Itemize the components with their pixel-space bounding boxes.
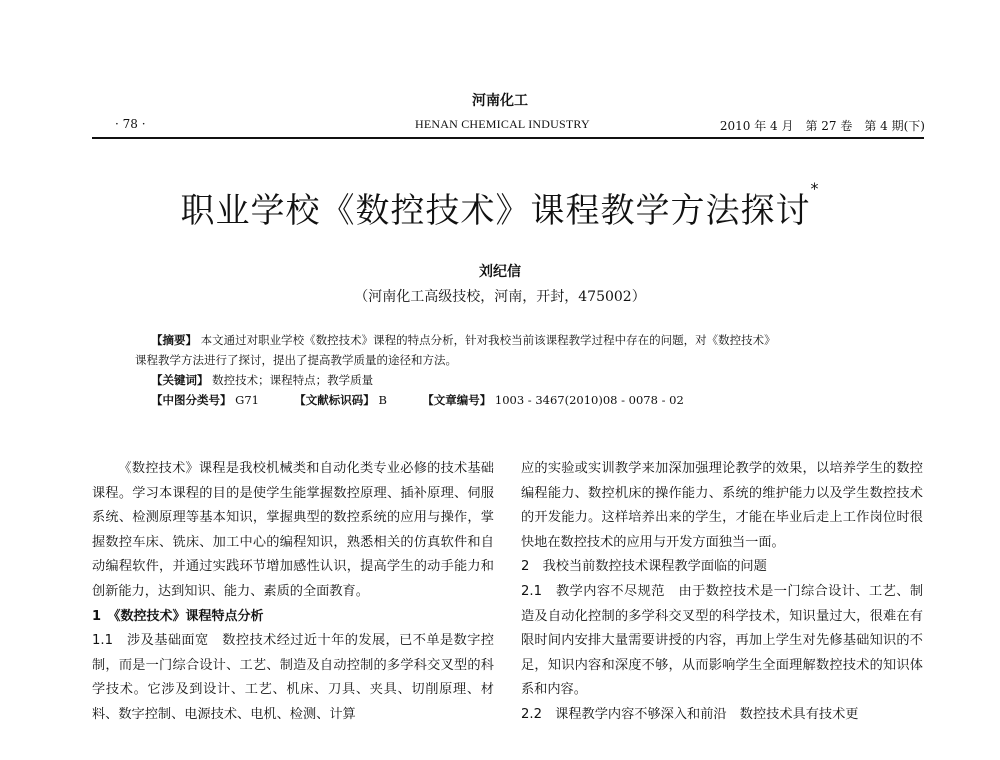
keywords-text: 数控技术；课程特点；教学质量 [212, 373, 374, 387]
article-no-value: 1003 - 3467(2010)08 - 0078 - 02 [494, 393, 684, 407]
section-2-2-paragraph [521, 703, 923, 728]
abstract-line-1 [135, 330, 895, 350]
keywords-label: 【关键词】 [151, 373, 209, 387]
abstract-text-2: 课程教学方法进行了探讨，提出了提高教学质量的途径和方法。 [135, 353, 457, 367]
classification-row [135, 390, 895, 410]
body-column-left [92, 457, 494, 728]
body-column-right [521, 457, 923, 728]
abstract-block [135, 330, 895, 410]
section-2-heading: 2 我校当前数控技术课程教学面临的问题 [521, 559, 767, 575]
section-1-1-text: 数控技术经过近十年的发展，已不单是数字控制，而是一门综合设计、工艺、制造及自动控制的多学科交叉型的科学技术。它涉及到设计、工艺、机床、刀具、夹具、切削原理、材料、数字控制、电源技术、电机、检测、计算 [92, 633, 494, 722]
section-1-1-heading: 1.1 涉及基础面宽 [92, 633, 209, 649]
section-1-1-paragraph [92, 629, 494, 727]
abstract-label: 【摘要】 [151, 333, 197, 347]
section-2-1-heading: 2.1 教学内容不尽规范 [521, 583, 665, 599]
clc-value: G71 [235, 393, 259, 407]
author-affiliation: （河南化工高级技校，河南，开封，475002） [354, 289, 646, 305]
continued-paragraph: 应的实验或实训教学来加深加强理论教学的效果，以培养学生的数控编程能力、数控机床的操作能力、系统的维护能力以及学生数控技术的开发能力。这样培养出来的学生，才能在毕业后走上工作岗位时很快地在数控技术的应用与开发方面独当一面。 [521, 461, 923, 550]
section-2-1-paragraph [521, 580, 923, 703]
abstract-line-2 [135, 350, 895, 370]
section-2-2-text: 数控技术具有技术更 [739, 706, 859, 722]
article-title-text: 职业学校《数控技术》课程教学方法探讨 [180, 191, 811, 231]
article-no-label: 【文章编号】 [422, 393, 492, 407]
author-name: 刘纪信 [479, 264, 521, 280]
journal-name-en: HENAN CHEMICAL INDUSTRY [415, 117, 590, 131]
title-footnote-mark: * [810, 179, 820, 198]
section-2-1-text: 由于数控技术是一门综合设计、工艺、制造及自动化控制的多学科交叉型的科学技术，知识量过大，很难在有限时间内安排大量需要讲授的内容，再加上学生对先修基础知识的不足，知识内容和深度不够，从而影响学生全面理解数控技术的知识体系和内容。 [521, 583, 924, 698]
doc-code-label: 【文献标识码】 [294, 393, 375, 407]
abstract-text-1: 本文通过对职业学校《数控技术》课程的特点分析，针对我校当前该课程教学过程中存在的问题，对《数控技术》 [200, 333, 776, 347]
clc-label: 【中图分类号】 [151, 393, 232, 407]
section-1-heading: 1 《数控技术》课程特点分析 [92, 608, 264, 624]
header-rule [92, 137, 924, 139]
article-title [0, 179, 1000, 232]
running-header [115, 117, 925, 137]
keywords-row [135, 370, 895, 390]
issue-info: 2010 年 4 月 第 27 卷 第 4 期(下) [719, 119, 925, 133]
intro-paragraph: 《数控技术》课程是我校机械类和自动化类专业必修的技术基础课程。学习本课程的目的是使学生能掌握数控原理、插补原理、伺服系统、检测原理等基本知识，掌握典型的数控系统的应用与操作，掌握数控车床、铣床、加工中心的编程知识，熟悉相关的仿真软件和自动编程软件，并通过实践环节增加感性认识，提高学生的动手能力和创新能力，达到知识、能力、素质的全面教育。 [92, 461, 494, 599]
section-2-2-heading: 2.2 课程教学内容不够深入和前沿 [521, 706, 727, 722]
journal-name-cn: 河南化工 [472, 93, 528, 109]
doc-code-value: B [378, 393, 387, 407]
page-number: · 78 · [115, 117, 146, 131]
